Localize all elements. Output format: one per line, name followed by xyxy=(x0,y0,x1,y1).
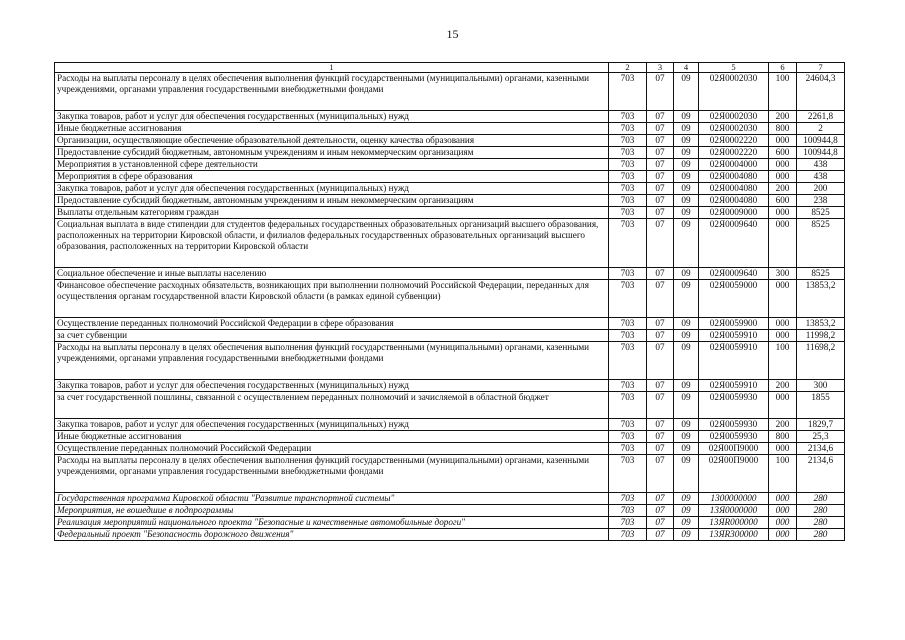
row-rz-cell: 07 xyxy=(647,183,674,195)
row-pr-cell: 09 xyxy=(674,419,699,431)
row-sum-cell: 25,3 xyxy=(797,431,845,443)
row-sum-cell: 280 xyxy=(797,529,845,541)
row-rz-cell: 07 xyxy=(647,342,674,380)
row-pr-cell: 09 xyxy=(674,183,699,195)
row-name-cell: Реализация мероприятий национального проекта "Безопасные и качественные автомобильные дороги" xyxy=(55,517,609,529)
row-sum-cell: 1829,7 xyxy=(797,419,845,431)
row-rz-cell: 07 xyxy=(647,123,674,135)
row-sum-cell: 438 xyxy=(797,171,845,183)
table-row xyxy=(55,135,845,147)
header-cell-csr: 5 xyxy=(699,63,769,73)
row-rz-cell: 07 xyxy=(647,73,674,111)
row-csr-cell: 02Я0002220 xyxy=(699,147,769,159)
table-row xyxy=(55,280,845,318)
row-rz-cell: 07 xyxy=(647,135,674,147)
row-sum-cell: 280 xyxy=(797,493,845,505)
row-name-cell: за счет государственной пошлины, связанной с осуществлением переданных полномочий и зачисляемой в областной бюджет xyxy=(55,392,609,419)
row-pr-cell: 09 xyxy=(674,455,699,493)
row-gr-cell: 703 xyxy=(609,505,647,517)
row-pr-cell: 09 xyxy=(674,135,699,147)
row-pr-cell: 09 xyxy=(674,529,699,541)
table-row xyxy=(55,517,845,529)
row-rz-cell: 07 xyxy=(647,517,674,529)
row-vr-cell: 200 xyxy=(769,380,797,392)
table-row xyxy=(55,73,845,111)
table-row xyxy=(55,431,845,443)
row-pr-cell: 09 xyxy=(674,159,699,171)
row-sum-cell: 8525 xyxy=(797,207,845,219)
row-gr-cell: 703 xyxy=(609,183,647,195)
row-csr-cell: 02Я0002030 xyxy=(699,111,769,123)
table-row xyxy=(55,207,845,219)
row-pr-cell: 09 xyxy=(674,195,699,207)
row-sum-cell: 438 xyxy=(797,159,845,171)
row-pr-cell: 09 xyxy=(674,280,699,318)
row-rz-cell: 07 xyxy=(647,529,674,541)
row-name-cell: Мероприятия в установленной сфере деятельности xyxy=(55,159,609,171)
row-gr-cell: 703 xyxy=(609,392,647,419)
row-csr-cell: 02Я0009640 xyxy=(699,268,769,280)
row-pr-cell: 09 xyxy=(674,517,699,529)
row-csr-cell: 02Я0059930 xyxy=(699,392,769,419)
row-csr-cell: 02Я0059930 xyxy=(699,431,769,443)
row-sum-cell: 2 xyxy=(797,123,845,135)
row-csr-cell: 02Я0059000 xyxy=(699,280,769,318)
row-rz-cell: 07 xyxy=(647,419,674,431)
row-gr-cell: 703 xyxy=(609,380,647,392)
row-gr-cell: 703 xyxy=(609,517,647,529)
row-name-cell: Финансовое обеспечение расходных обязательств, возникающих при выполнении полномочий Российской Федерации, переданных для осуществления органам государственной власти Кировской области (в рамках единой субвенции) xyxy=(55,280,609,318)
row-name-cell: Мероприятия, не вошедшие в подпрограммы xyxy=(55,505,609,517)
header-cell-rz: 3 xyxy=(647,63,674,73)
row-gr-cell: 703 xyxy=(609,207,647,219)
row-rz-cell: 07 xyxy=(647,330,674,342)
row-csr-cell: 02Я0059910 xyxy=(699,330,769,342)
row-rz-cell: 07 xyxy=(647,207,674,219)
row-sum-cell: 13853,2 xyxy=(797,318,845,330)
row-vr-cell: 000 xyxy=(769,505,797,517)
row-name-cell: Закупка товаров, работ и услуг для обеспечения государственных (муниципальных) нужд xyxy=(55,380,609,392)
table-row xyxy=(55,505,845,517)
budget-table xyxy=(54,62,845,541)
row-csr-cell: 02Я0002220 xyxy=(699,135,769,147)
row-pr-cell: 09 xyxy=(674,392,699,419)
row-rz-cell: 07 xyxy=(647,505,674,517)
row-csr-cell: 02Я00П9000 xyxy=(699,455,769,493)
row-pr-cell: 09 xyxy=(674,111,699,123)
row-csr-cell: 13ЯR000000 xyxy=(699,517,769,529)
row-rz-cell: 07 xyxy=(647,392,674,419)
header-cell-pr: 4 xyxy=(674,63,699,73)
row-rz-cell: 07 xyxy=(647,159,674,171)
row-pr-cell: 09 xyxy=(674,207,699,219)
row-rz-cell: 07 xyxy=(647,431,674,443)
header-cell-gr: 2 xyxy=(609,63,647,73)
row-sum-cell: 238 xyxy=(797,195,845,207)
row-gr-cell: 703 xyxy=(609,318,647,330)
row-gr-cell: 703 xyxy=(609,268,647,280)
row-name-cell: Предоставление субсидий бюджетным, автономным учреждениям и иным некоммерческим организациям xyxy=(55,147,609,159)
row-pr-cell: 09 xyxy=(674,268,699,280)
row-sum-cell: 11998,2 xyxy=(797,330,845,342)
row-pr-cell: 09 xyxy=(674,123,699,135)
row-vr-cell: 200 xyxy=(769,419,797,431)
row-csr-cell: 02Я0004080 xyxy=(699,195,769,207)
row-name-cell: Иные бюджетные ассигнования xyxy=(55,123,609,135)
row-name-cell: Закупка товаров, работ и услуг для обеспечения государственных (муниципальных) нужд xyxy=(55,419,609,431)
table-row xyxy=(55,529,845,541)
table-row xyxy=(55,268,845,280)
table-row xyxy=(55,195,845,207)
row-name-cell: Социальное обеспечение и иные выплаты населению xyxy=(55,268,609,280)
row-name-cell: за счет субвенции xyxy=(55,330,609,342)
row-rz-cell: 07 xyxy=(647,219,674,268)
row-csr-cell: 13Я0000000 xyxy=(699,505,769,517)
row-vr-cell: 100 xyxy=(769,455,797,493)
row-pr-cell: 09 xyxy=(674,342,699,380)
row-sum-cell: 300 xyxy=(797,380,845,392)
table-row xyxy=(55,318,845,330)
row-sum-cell: 1855 xyxy=(797,392,845,419)
row-gr-cell: 703 xyxy=(609,419,647,431)
row-sum-cell: 8525 xyxy=(797,268,845,280)
header-cell-name: 1 xyxy=(55,63,609,73)
row-vr-cell: 000 xyxy=(769,219,797,268)
row-gr-cell: 703 xyxy=(609,111,647,123)
row-vr-cell: 100 xyxy=(769,342,797,380)
table-row xyxy=(55,183,845,195)
row-name-cell: Осуществление переданных полномочий Российской Федерации в сфере образования xyxy=(55,318,609,330)
row-rz-cell: 07 xyxy=(647,171,674,183)
row-vr-cell: 300 xyxy=(769,268,797,280)
row-vr-cell: 000 xyxy=(769,318,797,330)
table-header-row xyxy=(55,63,845,73)
row-sum-cell: 2134,6 xyxy=(797,443,845,455)
row-vr-cell: 800 xyxy=(769,123,797,135)
header-cell-sum: 7 xyxy=(797,63,845,73)
row-rz-cell: 07 xyxy=(647,380,674,392)
row-vr-cell: 000 xyxy=(769,392,797,419)
row-name-cell: Расходы на выплаты персоналу в целях обеспечения выполнения функций государственными (муниципальными) органами, казенными учреждениями, органами управления государственными внебюджетными фондами xyxy=(55,455,609,493)
row-pr-cell: 09 xyxy=(674,330,699,342)
row-csr-cell: 02Я0004080 xyxy=(699,183,769,195)
row-name-cell: Социальная выплата в виде стипендии для студентов федеральных государственных образовательных организаций высшего образования, расположенных на территории Кировской области, и филиалов федеральных государственных образовательных организаций высшего образования, расположенных на территории Кировской области xyxy=(55,219,609,268)
row-gr-cell: 703 xyxy=(609,171,647,183)
table-row xyxy=(55,455,845,493)
row-rz-cell: 07 xyxy=(647,443,674,455)
row-csr-cell: 02Я0004000 xyxy=(699,159,769,171)
row-pr-cell: 09 xyxy=(674,431,699,443)
row-rz-cell: 07 xyxy=(647,147,674,159)
row-csr-cell: 02Я0059900 xyxy=(699,318,769,330)
row-sum-cell: 13853,2 xyxy=(797,280,845,318)
row-sum-cell: 280 xyxy=(797,517,845,529)
row-vr-cell: 600 xyxy=(769,195,797,207)
row-name-cell: Предоставление субсидий бюджетным, автономным учреждениям и иным некоммерческим организациям xyxy=(55,195,609,207)
row-vr-cell: 000 xyxy=(769,171,797,183)
row-gr-cell: 703 xyxy=(609,219,647,268)
row-vr-cell: 000 xyxy=(769,493,797,505)
row-name-cell: Иные бюджетные ассигнования xyxy=(55,431,609,443)
row-sum-cell: 2261,8 xyxy=(797,111,845,123)
row-pr-cell: 09 xyxy=(674,505,699,517)
page-number: 15 xyxy=(446,27,459,41)
row-csr-cell: 02Я0002030 xyxy=(699,73,769,111)
row-name-cell: Выплаты отдельным категориям граждан xyxy=(55,207,609,219)
row-vr-cell: 000 xyxy=(769,517,797,529)
row-gr-cell: 703 xyxy=(609,443,647,455)
row-name-cell: Государственная программа Кировской области "Развитие транспортной системы" xyxy=(55,493,609,505)
row-csr-cell: 02Я0002030 xyxy=(699,123,769,135)
row-pr-cell: 09 xyxy=(674,443,699,455)
row-vr-cell: 000 xyxy=(769,207,797,219)
row-pr-cell: 09 xyxy=(674,318,699,330)
row-csr-cell: 02Я00П9000 xyxy=(699,443,769,455)
row-sum-cell: 2134,6 xyxy=(797,455,845,493)
table-row xyxy=(55,330,845,342)
row-sum-cell: 280 xyxy=(797,505,845,517)
row-csr-cell: 13ЯR300000 xyxy=(699,529,769,541)
row-vr-cell: 200 xyxy=(769,183,797,195)
row-name-cell: Организации, осуществляющие обеспечение образовательной деятельности, оценку качества образования xyxy=(55,135,609,147)
row-gr-cell: 703 xyxy=(609,280,647,318)
row-name-cell: Осуществление переданных полномочий Российской Федерации xyxy=(55,443,609,455)
row-vr-cell: 800 xyxy=(769,431,797,443)
row-vr-cell: 000 xyxy=(769,280,797,318)
row-csr-cell: 02Я0059930 xyxy=(699,419,769,431)
row-sum-cell: 24604,3 xyxy=(797,73,845,111)
row-pr-cell: 09 xyxy=(674,171,699,183)
row-name-cell: Закупка товаров, работ и услуг для обеспечения государственных (муниципальных) нужд xyxy=(55,111,609,123)
row-gr-cell: 703 xyxy=(609,135,647,147)
table-row xyxy=(55,380,845,392)
row-gr-cell: 703 xyxy=(609,123,647,135)
row-rz-cell: 07 xyxy=(647,280,674,318)
row-rz-cell: 07 xyxy=(647,493,674,505)
table-row xyxy=(55,171,845,183)
row-gr-cell: 703 xyxy=(609,73,647,111)
row-csr-cell: 02Я0009000 xyxy=(699,207,769,219)
row-gr-cell: 703 xyxy=(609,455,647,493)
table-row xyxy=(55,219,845,268)
row-csr-cell: 02Я0004080 xyxy=(699,171,769,183)
row-name-cell: Расходы на выплаты персоналу в целях обеспечения выполнения функций государственными (муниципальными) органами, казенными учреждениями, органами управления государственными внебюджетными фондами xyxy=(55,73,609,111)
row-vr-cell: 600 xyxy=(769,147,797,159)
table-row xyxy=(55,392,845,419)
row-gr-cell: 703 xyxy=(609,159,647,171)
row-pr-cell: 09 xyxy=(674,73,699,111)
table-row xyxy=(55,419,845,431)
row-pr-cell: 09 xyxy=(674,147,699,159)
row-pr-cell: 09 xyxy=(674,380,699,392)
row-vr-cell: 000 xyxy=(769,135,797,147)
row-rz-cell: 07 xyxy=(647,318,674,330)
table-row xyxy=(55,342,845,380)
table-row xyxy=(55,123,845,135)
row-csr-cell: 02Я0059910 xyxy=(699,342,769,380)
row-sum-cell: 8525 xyxy=(797,219,845,268)
row-gr-cell: 703 xyxy=(609,431,647,443)
row-gr-cell: 703 xyxy=(609,342,647,380)
header-cell-vr: 6 xyxy=(769,63,797,73)
row-sum-cell: 100944,8 xyxy=(797,147,845,159)
row-rz-cell: 07 xyxy=(647,195,674,207)
row-rz-cell: 07 xyxy=(647,455,674,493)
row-pr-cell: 09 xyxy=(674,219,699,268)
row-vr-cell: 000 xyxy=(769,159,797,171)
row-name-cell: Федеральный проект "Безопасность дорожного движения" xyxy=(55,529,609,541)
row-name-cell: Закупка товаров, работ и услуг для обеспечения государственных (муниципальных) нужд xyxy=(55,183,609,195)
table-row xyxy=(55,493,845,505)
row-rz-cell: 07 xyxy=(647,268,674,280)
row-sum-cell: 11698,2 xyxy=(797,342,845,380)
row-vr-cell: 200 xyxy=(769,111,797,123)
row-name-cell: Расходы на выплаты персоналу в целях обеспечения выполнения функций государственными (муниципальными) органами, казенными учреждениями, органами управления государственными внебюджетными фондами xyxy=(55,342,609,380)
row-vr-cell: 000 xyxy=(769,330,797,342)
row-vr-cell: 000 xyxy=(769,529,797,541)
row-vr-cell: 100 xyxy=(769,73,797,111)
row-gr-cell: 703 xyxy=(609,330,647,342)
row-sum-cell: 200 xyxy=(797,183,845,195)
row-gr-cell: 703 xyxy=(609,195,647,207)
table-row xyxy=(55,147,845,159)
row-sum-cell: 100944,8 xyxy=(797,135,845,147)
table-row xyxy=(55,443,845,455)
table-row xyxy=(55,111,845,123)
row-pr-cell: 09 xyxy=(674,493,699,505)
row-csr-cell: 02Я0009640 xyxy=(699,219,769,268)
row-name-cell: Мероприятия в сфере образования xyxy=(55,171,609,183)
row-gr-cell: 703 xyxy=(609,493,647,505)
row-vr-cell: 000 xyxy=(769,443,797,455)
row-rz-cell: 07 xyxy=(647,111,674,123)
row-gr-cell: 703 xyxy=(609,147,647,159)
row-csr-cell: 1300000000 xyxy=(699,493,769,505)
row-gr-cell: 703 xyxy=(609,529,647,541)
table-row xyxy=(55,159,845,171)
row-csr-cell: 02Я0059910 xyxy=(699,380,769,392)
